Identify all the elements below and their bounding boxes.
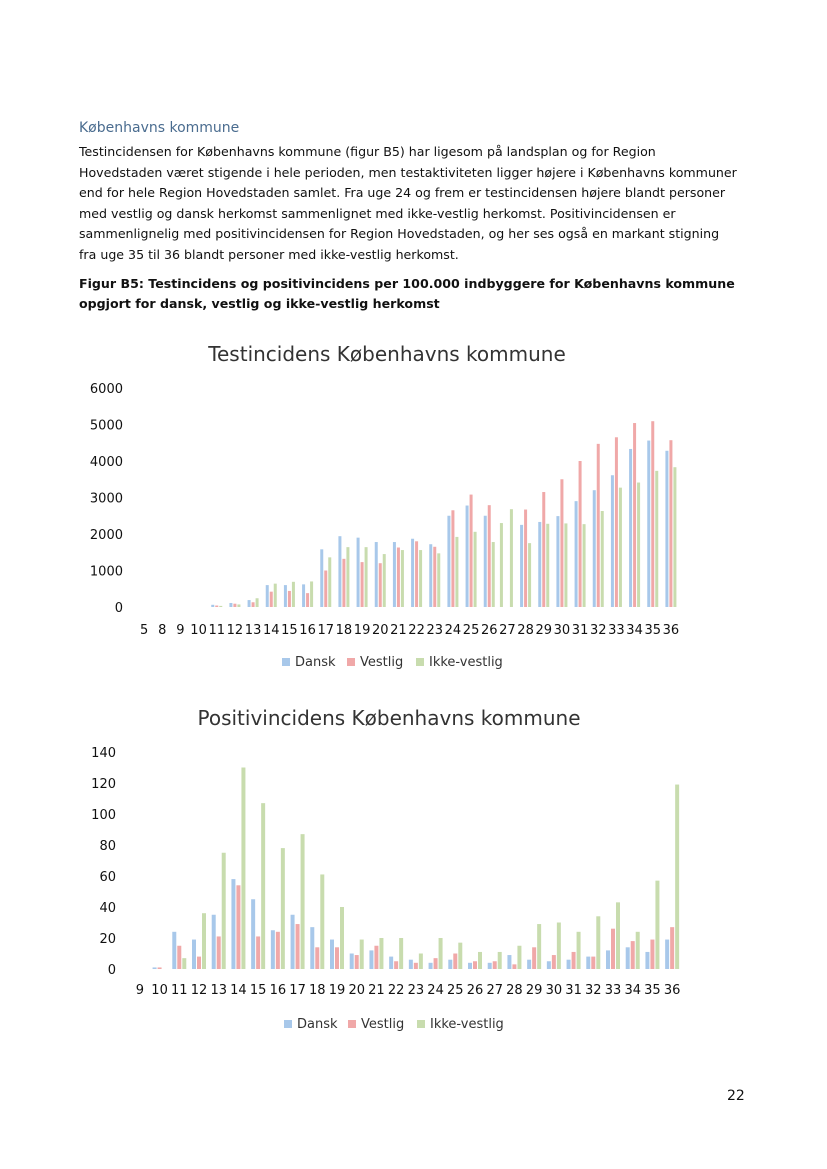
bar-vestlig-13 — [252, 602, 255, 607]
x-tick-label: 27 — [499, 623, 516, 638]
bar-ikke_vestlig-33 — [619, 488, 622, 607]
bar-dansk-10 — [153, 967, 157, 969]
x-tick-label: 10 — [190, 623, 207, 638]
bar-dansk-13 — [248, 600, 251, 607]
bar-vestlig-19 — [361, 562, 364, 607]
bar-dansk-15 — [284, 585, 287, 607]
figure-caption: Figur B5: Testincidens og positivincidens per 100.000 indbyggere for Københavns kommune opgjort for dansk, vestlig og ikke-vestlig herkomst — [79, 276, 735, 311]
x-tick-label: 10 — [151, 983, 168, 998]
bar-dansk-20 — [375, 542, 378, 607]
bar-vestlig-29 — [532, 947, 536, 969]
x-tick-label: 5 — [139, 623, 149, 638]
x-tick-label: 24 — [444, 623, 462, 638]
bar-dansk-17 — [320, 549, 323, 607]
bar-dansk-24 — [447, 516, 450, 607]
bar-dansk-25 — [448, 960, 452, 969]
x-tick-label: 31 — [565, 983, 582, 998]
bar-vestlig-36 — [669, 440, 672, 607]
bar-ikke_vestlig-32 — [601, 511, 604, 607]
bar-ikke_vestlig-22 — [419, 550, 422, 607]
chart-svg — [80, 690, 700, 1046]
bar-ikke_vestlig-29 — [546, 524, 549, 607]
bar-vestlig-25 — [453, 954, 457, 970]
x-tick-label: 9 — [135, 983, 144, 998]
bar-ikke_vestlig-13 — [256, 598, 259, 607]
bar-ikke_vestlig-36 — [675, 785, 679, 969]
y-tick-label: 2000 — [89, 528, 123, 543]
bar-vestlig-20 — [379, 563, 382, 607]
bar-vestlig-27 — [493, 961, 497, 969]
bar-ikke_vestlig-24 — [439, 938, 443, 969]
y-tick-label: 0 — [107, 963, 116, 978]
bar-dansk-34 — [626, 947, 630, 969]
y-tick-label: 6000 — [89, 382, 123, 397]
legend-label-dansk: Dansk — [295, 655, 336, 670]
legend-swatch-dansk — [282, 658, 290, 666]
bar-ikke_vestlig-34 — [637, 483, 640, 607]
y-tick-label: 1000 — [89, 564, 123, 580]
chart-title: Testincidens Københavns kommune — [208, 342, 566, 366]
x-tick-label: 26 — [466, 983, 484, 998]
bar-dansk-18 — [310, 927, 314, 969]
x-tick-label: 8 — [158, 623, 167, 638]
chart-title: Positivincidens Københavns kommune — [197, 706, 581, 730]
bar-ikke_vestlig-20 — [383, 554, 386, 607]
bar-ikke_vestlig-12 — [202, 913, 206, 969]
bar-vestlig-33 — [611, 929, 615, 969]
bar-ikke_vestlig-23 — [437, 553, 440, 607]
body-paragraph: Testincidensen for Københavns kommune (figur B5) har ligesom på landsplan og for Region Hovedstaden været stigende i hele perioden, men testaktiviteten ligger højere i Københavns kommuner end for hele Region Hovedstaden samlet. Fra uge 24 og frem er testincidensen højere blandt personer med vestlig og dansk herkomst sammenlignet med ikke-vestlig herkomst. Positivincidensen er sammenlignelig med positivincidensen for Region Hovedstaden, og her ses også en markant stigning fra uge 35 til 36 blandt personer med ikke-vestlig herkomst. — [79, 144, 737, 262]
bar-vestlig-18 — [342, 559, 345, 607]
bar-vestlig-33 — [615, 437, 618, 607]
bar-vestlig-35 — [650, 940, 654, 969]
y-tick-label: 100 — [91, 808, 116, 823]
bar-ikke_vestlig-27 — [498, 952, 502, 969]
x-tick-label: 27 — [486, 983, 503, 998]
bar-ikke_vestlig-18 — [346, 547, 349, 607]
x-tick-label: 30 — [553, 623, 571, 638]
bar-dansk-15 — [251, 899, 255, 969]
bar-dansk-23 — [429, 544, 432, 607]
x-tick-label: 33 — [604, 983, 622, 998]
bar-vestlig-30 — [552, 955, 556, 969]
bar-dansk-20 — [350, 954, 354, 970]
legend-label-dansk: Dansk — [297, 1017, 338, 1032]
bar-ikke_vestlig-27 — [510, 509, 513, 607]
legend-label-vestlig: Vestlig — [360, 655, 404, 670]
bar-vestlig-12 — [197, 957, 201, 969]
bar-dansk-11 — [172, 932, 176, 969]
bar-ikke_vestlig-17 — [301, 834, 305, 969]
y-tick-label: 140 — [91, 746, 116, 761]
bar-ikke_vestlig-25 — [474, 532, 477, 607]
bar-ikke_vestlig-20 — [360, 940, 364, 969]
x-tick-label: 28 — [517, 623, 534, 638]
bar-dansk-31 — [575, 501, 578, 607]
bar-vestlig-22 — [394, 961, 398, 969]
bar-dansk-22 — [411, 539, 414, 607]
x-tick-label: 19 — [353, 623, 371, 638]
legend-swatch-ikke_vestlig — [416, 658, 424, 666]
bar-dansk-32 — [593, 490, 596, 607]
bar-vestlig-24 — [451, 510, 454, 607]
x-tick-label: 32 — [589, 623, 607, 638]
bar-ikke_vestlig-12 — [237, 604, 240, 607]
testincidens-chart — [80, 328, 700, 680]
bar-dansk-18 — [338, 536, 341, 607]
x-tick-label: 26 — [480, 623, 498, 638]
bar-dansk-21 — [369, 950, 373, 969]
x-tick-label: 20 — [371, 623, 389, 638]
bar-ikke_vestlig-19 — [365, 547, 368, 607]
bar-ikke_vestlig-19 — [340, 907, 344, 969]
bar-vestlig-34 — [631, 941, 635, 969]
x-tick-label: 17 — [317, 623, 335, 638]
bar-dansk-16 — [302, 584, 305, 607]
x-tick-label: 23 — [426, 623, 444, 638]
bar-vestlig-34 — [633, 423, 636, 607]
bar-dansk-22 — [389, 957, 393, 969]
legend-swatch-vestlig — [347, 658, 355, 666]
bar-ikke_vestlig-23 — [419, 954, 423, 970]
x-tick-label: 34 — [624, 983, 641, 998]
y-tick-label: 120 — [91, 777, 116, 792]
bar-vestlig-35 — [651, 421, 654, 607]
bar-dansk-13 — [212, 915, 216, 969]
x-tick-label: 9 — [176, 623, 185, 638]
bar-ikke_vestlig-18 — [320, 874, 324, 969]
bar-vestlig-36 — [670, 927, 674, 969]
x-tick-label: 34 — [626, 623, 643, 638]
bar-dansk-35 — [647, 441, 650, 607]
x-tick-label: 20 — [348, 983, 365, 998]
bar-vestlig-31 — [579, 461, 582, 607]
bar-dansk-23 — [409, 960, 413, 969]
bar-vestlig-16 — [306, 593, 309, 607]
bar-dansk-36 — [665, 940, 669, 969]
bar-vestlig-12 — [233, 604, 236, 607]
bar-vestlig-18 — [315, 947, 319, 969]
bar-vestlig-13 — [217, 936, 221, 969]
x-tick-label: 12 — [226, 623, 244, 638]
bar-ikke_vestlig-36 — [673, 467, 676, 607]
x-tick-label: 18 — [309, 983, 326, 998]
bar-vestlig-23 — [414, 963, 418, 969]
x-tick-label: 29 — [535, 623, 553, 638]
bar-vestlig-30 — [560, 479, 563, 607]
bar-vestlig-16 — [276, 932, 280, 969]
x-tick-label: 12 — [190, 983, 208, 998]
x-tick-label: 35 — [644, 983, 661, 998]
bar-dansk-21 — [393, 542, 396, 607]
x-tick-label: 23 — [407, 983, 425, 998]
bar-vestlig-17 — [296, 924, 300, 969]
legend-label-ikke_vestlig: Ikke-vestlig — [430, 1017, 504, 1032]
bar-dansk-34 — [629, 449, 632, 607]
bar-dansk-24 — [429, 963, 433, 969]
x-tick-label: 11 — [171, 983, 188, 998]
bar-dansk-29 — [527, 960, 531, 969]
bar-extra-ikke_vestlig-27 — [500, 523, 503, 607]
bar-dansk-33 — [611, 475, 614, 607]
bar-ikke_vestlig-30 — [564, 523, 567, 607]
bar-ikke_vestlig-26 — [478, 952, 482, 969]
bar-vestlig-22 — [415, 541, 418, 607]
bar-ikke_vestlig-30 — [557, 923, 561, 970]
section-heading: Københavns kommune — [79, 120, 240, 136]
bar-dansk-26 — [468, 963, 472, 969]
x-tick-label: 14 — [262, 623, 280, 638]
bar-vestlig-20 — [355, 955, 359, 969]
bar-vestlig-14 — [236, 885, 240, 969]
x-tick-label: 28 — [506, 983, 523, 998]
x-tick-label: 35 — [644, 623, 662, 638]
bar-dansk-25 — [466, 506, 469, 607]
bar-vestlig-15 — [256, 936, 260, 969]
bar-dansk-31 — [567, 960, 571, 969]
bar-dansk-29 — [538, 522, 541, 607]
x-tick-label: 15 — [281, 623, 298, 638]
x-tick-label: 32 — [585, 983, 602, 998]
bar-vestlig-11 — [177, 946, 181, 969]
chart-svg — [80, 328, 700, 680]
x-tick-label: 22 — [387, 983, 405, 998]
y-tick-label: 40 — [99, 901, 116, 916]
bar-dansk-30 — [547, 961, 551, 969]
bar-dansk-35 — [645, 952, 649, 969]
bar-dansk-36 — [665, 451, 668, 607]
bar-dansk-27 — [488, 963, 492, 969]
x-tick-label: 15 — [249, 983, 267, 998]
x-tick-label: 21 — [368, 983, 385, 998]
bar-ikke_vestlig-16 — [310, 581, 313, 607]
bar-vestlig-21 — [374, 946, 378, 969]
bar-vestlig-28 — [512, 964, 516, 969]
bar-ikke_vestlig-15 — [292, 582, 295, 607]
y-tick-label: 0 — [114, 601, 123, 616]
bar-vestlig-21 — [397, 548, 400, 607]
x-tick-label: 25 — [462, 623, 480, 638]
bar-vestlig-29 — [542, 492, 545, 607]
bar-vestlig-14 — [270, 592, 273, 607]
x-tick-label: 33 — [608, 623, 625, 638]
y-tick-label: 4000 — [89, 455, 123, 470]
x-tick-label: 19 — [328, 983, 346, 998]
bar-vestlig-11 — [215, 606, 218, 607]
bar-ikke_vestlig-21 — [401, 550, 404, 607]
x-tick-label: 29 — [525, 983, 543, 998]
bar-vestlig-32 — [597, 444, 600, 607]
bar-vestlig-17 — [324, 571, 327, 608]
bar-dansk-14 — [266, 585, 269, 607]
bar-dansk-30 — [556, 516, 559, 607]
bar-vestlig-10 — [158, 967, 162, 969]
bar-ikke_vestlig-24 — [455, 537, 458, 607]
x-tick-label: 16 — [299, 623, 316, 638]
bar-vestlig-19 — [335, 947, 339, 969]
y-tick-label: 3000 — [89, 491, 123, 507]
page-number: 22 — [727, 1088, 745, 1104]
bar-vestlig-31 — [572, 952, 576, 969]
bar-vestlig-25 — [470, 495, 473, 607]
y-tick-label: 60 — [99, 870, 116, 885]
bar-ikke_vestlig-14 — [274, 584, 277, 607]
bar-ikke_vestlig-15 — [261, 803, 265, 969]
bar-ikke_vestlig-22 — [399, 938, 403, 969]
bar-ikke_vestlig-25 — [458, 943, 462, 969]
bar-vestlig-24 — [434, 958, 438, 969]
bar-ikke_vestlig-13 — [222, 853, 226, 969]
legend-swatch-dansk — [284, 1020, 292, 1028]
bar-ikke_vestlig-17 — [328, 557, 331, 607]
bar-dansk-16 — [271, 930, 275, 969]
legend-swatch-vestlig — [348, 1020, 356, 1028]
bar-dansk-12 — [192, 940, 196, 969]
x-tick-label: 25 — [447, 983, 464, 998]
bar-ikke_vestlig-14 — [241, 768, 245, 970]
legend-swatch-ikke_vestlig — [417, 1020, 425, 1028]
y-tick-label: 20 — [99, 932, 116, 947]
bar-dansk-19 — [357, 538, 360, 607]
bar-ikke_vestlig-11 — [219, 606, 222, 607]
bar-ikke_vestlig-21 — [379, 938, 383, 969]
bar-vestlig-15 — [288, 591, 291, 607]
bar-ikke_vestlig-33 — [616, 902, 620, 969]
bar-vestlig-28 — [524, 510, 527, 607]
y-tick-label: 80 — [99, 839, 116, 854]
x-tick-label: 17 — [289, 983, 306, 998]
legend-label-ikke_vestlig: Ikke-vestlig — [429, 655, 503, 670]
bar-dansk-17 — [291, 915, 295, 969]
bar-dansk-28 — [520, 525, 523, 607]
bar-ikke_vestlig-11 — [182, 958, 186, 969]
x-tick-label: 18 — [335, 623, 353, 638]
bar-dansk-11 — [211, 605, 214, 607]
bar-vestlig-26 — [473, 961, 477, 969]
bar-dansk-28 — [507, 955, 511, 969]
x-tick-label: 31 — [571, 623, 589, 638]
bar-ikke_vestlig-35 — [655, 471, 658, 607]
bar-ikke_vestlig-34 — [636, 932, 640, 969]
legend-label-vestlig: Vestlig — [361, 1017, 405, 1032]
bar-vestlig-32 — [591, 957, 595, 969]
bar-ikke_vestlig-31 — [577, 932, 581, 969]
bar-vestlig-26 — [488, 505, 491, 607]
x-tick-label: 16 — [269, 983, 287, 998]
x-tick-label: 13 — [210, 983, 227, 998]
bar-dansk-12 — [229, 603, 232, 607]
positivincidens-chart — [80, 690, 700, 1046]
x-tick-label: 30 — [545, 983, 563, 998]
bar-ikke_vestlig-35 — [655, 881, 659, 969]
bar-ikke_vestlig-26 — [492, 542, 495, 607]
bar-dansk-14 — [231, 879, 235, 969]
bar-ikke_vestlig-16 — [281, 848, 285, 969]
bar-dansk-32 — [586, 957, 590, 969]
bar-ikke_vestlig-32 — [596, 916, 600, 969]
bar-ikke_vestlig-28 — [528, 543, 531, 607]
x-tick-label: 14 — [230, 983, 247, 998]
bar-dansk-26 — [484, 516, 487, 607]
x-tick-label: 21 — [390, 623, 407, 638]
x-tick-label: 36 — [663, 983, 681, 998]
bar-vestlig-23 — [433, 547, 436, 607]
x-tick-label: 22 — [408, 623, 425, 638]
bar-ikke_vestlig-28 — [517, 946, 521, 969]
bar-ikke_vestlig-31 — [583, 524, 586, 607]
x-tick-label: 11 — [208, 623, 226, 638]
bar-dansk-33 — [606, 950, 610, 969]
x-tick-label: 36 — [662, 623, 680, 638]
x-tick-label: 24 — [427, 983, 444, 998]
y-tick-label: 5000 — [89, 418, 123, 434]
bar-dansk-19 — [330, 940, 334, 969]
bar-ikke_vestlig-29 — [537, 924, 541, 969]
x-tick-label: 13 — [244, 623, 262, 638]
